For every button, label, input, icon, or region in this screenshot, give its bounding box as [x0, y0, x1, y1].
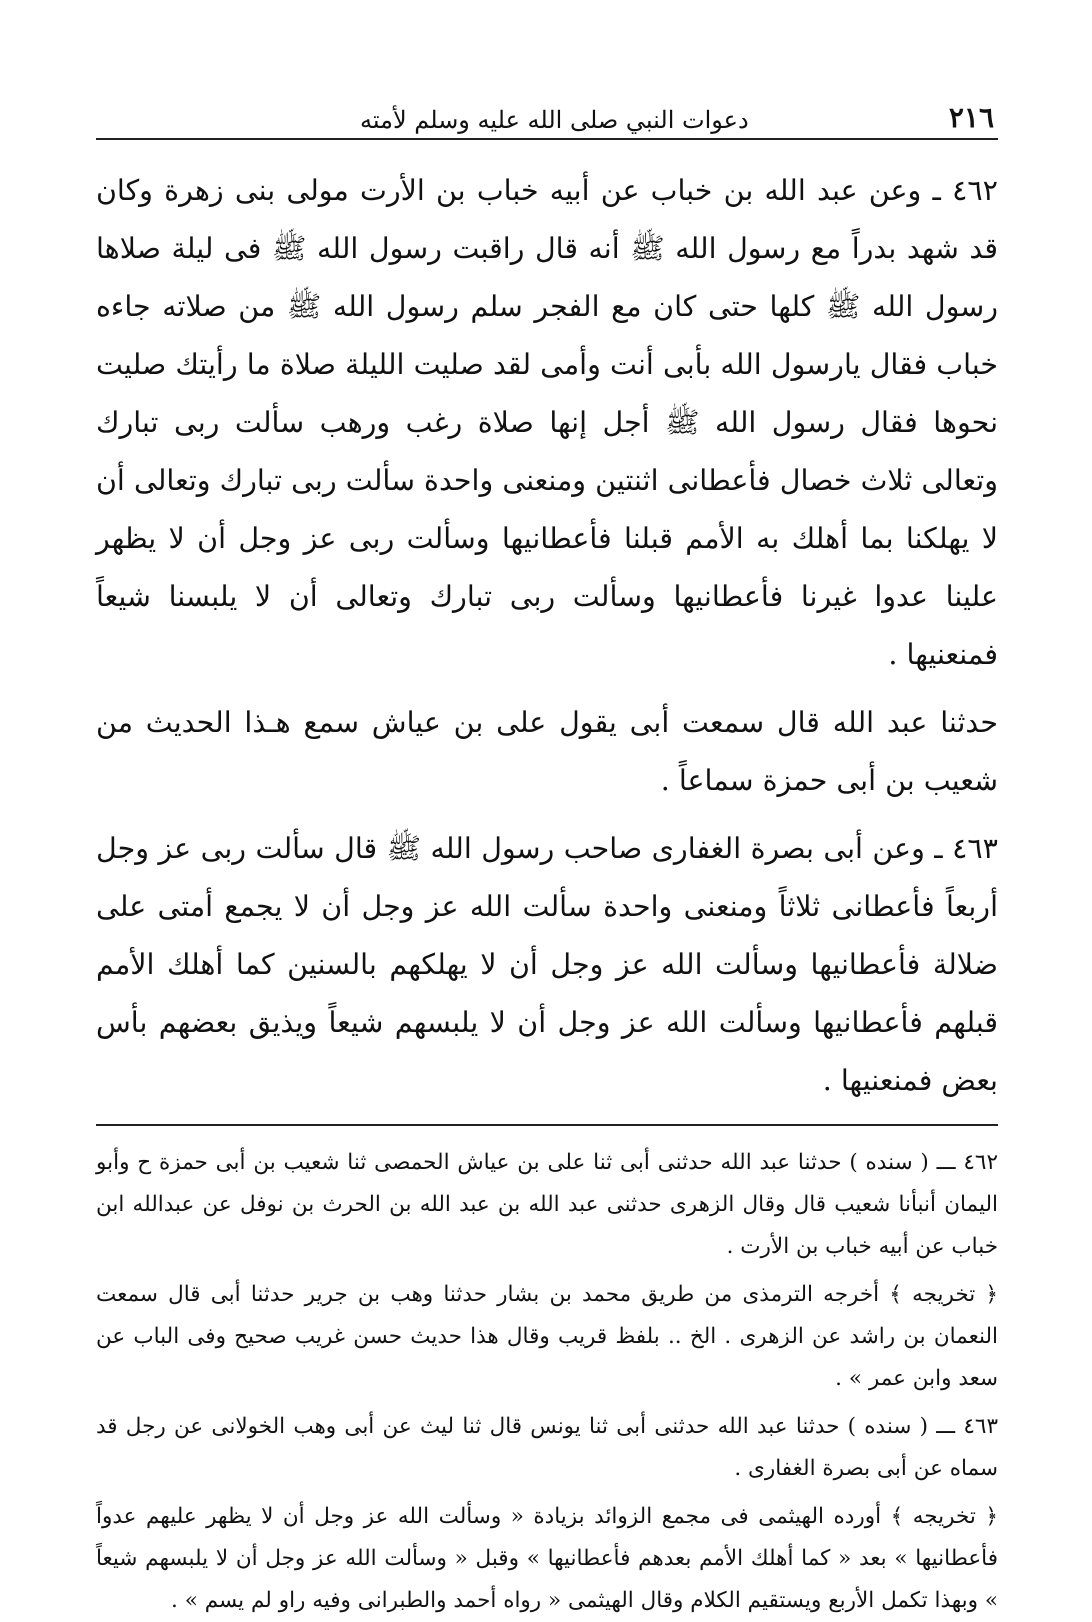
footnotes [96, 1126, 998, 1622]
narration-note: حدثنا عبد الله قال سمعت أبى يقول على بن عياش سمع هـذا الحديث من شعيب بن أبى حمزة سماعاً . [96, 706, 998, 797]
page-number: ٢١٦ [948, 101, 994, 134]
book-page [96, 88, 998, 1613]
hadith-463: ٤٦٣ ـ وعن أبى بصرة الغفارى صاحب رسول الله ﷺ قال سألت ربى عز وجل أربعاً فأعطانى ثلاثاً ومنعنى واحدة سألت الله عز وجل أن لا يجمع أمتى على ضلالة فأعطانيها وسألت الله عز وجل أن لا يهلكهم بالسنين كما أهلك الأمم قبلهم فأعطانيها وسألت الله عز وجل أن لا يلبسهم شيعاً ويذيق بعضهم بأس بعض فمنعنيها . [96, 832, 998, 1097]
footnote-463-takhrij: ﴿ تخريجه ﴾ أورده الهيثمى فى مجمع الزوائد بزيادة « وسألت الله عز وجل أن لا يظهر عليهم عدواً فأعطانيها » بعد « كما أهلك الأمم بعدهم فأعطانيها » وقبل « وسألت الله عز وجل أن لا يلبسهم شيعاً » وبهذا تكمل الأربع ويستقيم الكلام وقال الهيثمى « رواه أحمد والطبرانى وفيه راو لم يسم » . [96, 1504, 998, 1613]
footnote-463-sanad: ٤٦٣ ـــ ( سنده ) حدثنا عبد الله حدثنى أبى ثنا يونس قال ثنا ليث عن أبى وهب الخولانى عن رجل قد سماه عن أبى بصرة الغفارى . [96, 1414, 998, 1481]
hadith-462: ٤٦٢ ـ وعن عبد الله بن خباب عن أبيه خباب بن الأرت مولى بنى زهرة وكان قد شهد بدراً مع رسول الله ﷺ أنه قال راقبت رسول الله ﷺ فى ليلة صلاها رسول الله ﷺ كلها حتى كان مع الفجر سلم رسول الله ﷺ من صلاته جاءه خباب فقال يارسول الله بأبى أنت وأمى لقد صليت الليلة صلاة ما رأيتك صليت نحوها فقال رسول الله ﷺ أجل إنها صلاة رغب ورهب سألت ربى تبارك وتعالى ثلاث خصال فأعطانى اثنتين ومنعنى واحدة سألت ربى تبارك وتعالى أن لا يهلكنا بما أهلك به الأمم قبلنا فأعطانيها وسألت ربى عز وجل أن لا يظهر علينا عدوا غيرنا فأعطانيها وسألت ربى تبارك وتعالى أن لا يلبسنا شيعاً فمنعنيها . [96, 174, 998, 671]
page-header [96, 88, 998, 138]
footnote-462-takhrij: ﴿ تخريجه ﴾ أخرجه الترمذى من طريق محمد بن بشار حدثنا وهب بن جرير حدثنا أبى قال سمعت النعمان بن راشد عن الزهرى . الخ .. بلفظ قريب وقال هذا حديث حسن غريب صحيح وفى الباب عن سعد وابن عمر » . [96, 1282, 998, 1391]
main-text [96, 140, 998, 1110]
footnote-462-sanad: ٤٦٢ ـــ ( سنده ) حدثنا عبد الله حدثنى أبى ثنا على بن عياش الحمصى ثنا شعيب بن أبى حمزة ح وأبو اليمان أنبأنا شعيب قال وقال الزهرى حدثنى عبد الله بن عبد الله بن الحرث بن نوفل عن عبدالله ابن خباب عن أبيه خباب بن الأرت . [96, 1150, 998, 1259]
running-title: دعوات النبي صلى الله عليه وسلم لأمته [360, 106, 749, 134]
